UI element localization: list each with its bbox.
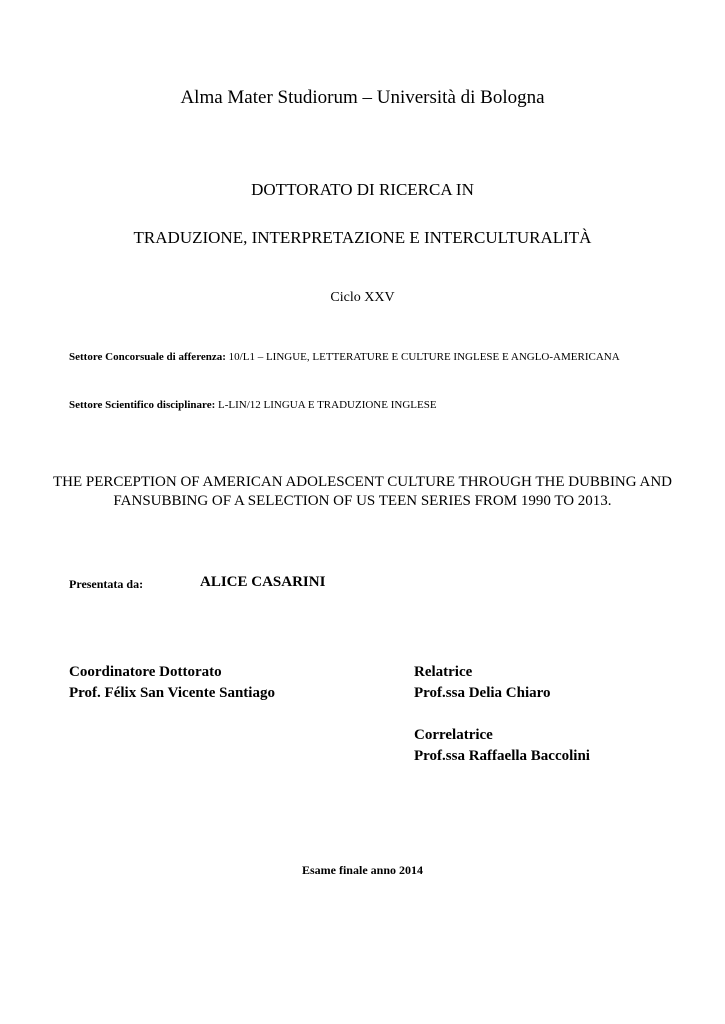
correlatrice-role: Correlatrice	[414, 727, 493, 743]
settore-scientifico	[69, 398, 659, 413]
correlatrice-name: Prof.ssa Raffaella Baccolini	[414, 748, 590, 764]
university-name: Alma Mater Studiorum – Università di Bologna	[180, 87, 545, 108]
presented-by-label: Presentata da:	[69, 577, 144, 591]
exam-year: Esame finale anno 2014	[301, 863, 423, 877]
coordinatore-name: Prof. Félix San Vicente Santiago	[69, 685, 275, 701]
settore-concorsuale-label: Settore Concorsuale di afferenza:	[69, 351, 226, 363]
settore-concorsuale-value: 10/L1 – LINGUE, LETTERATURE E CULTURE INGLESE E ANGLO-AMERICANA	[225, 351, 620, 363]
settore-scientifico-label: Settore Scientifico disciplinare:	[69, 399, 216, 411]
coordinatore-block	[69, 662, 275, 704]
doctorate-heading: DOTTORATO DI RICERCA IN	[251, 180, 474, 199]
settore-concorsuale	[69, 350, 659, 365]
thesis-title: THE PERCEPTION OF AMERICAN ADOLESCENT CULTURE THROUGH THE DUBBING AND FANSUBBING OF A SELECTION OF US TEEN SERIES FROM 1990 TO 2013.	[52, 474, 673, 509]
relatrice-name: Prof.ssa Delia Chiaro	[414, 685, 551, 701]
coordinatore-role: Coordinatore Dottorato	[69, 664, 222, 680]
relatrice-block	[414, 662, 551, 704]
author-name: ALICE CASARINI	[200, 574, 326, 590]
correlatrice-block	[414, 725, 590, 767]
cycle-label: Ciclo XXV	[330, 290, 395, 305]
program-name: TRADUZIONE, INTERPRETAZIONE E INTERCULTURALITÀ	[133, 228, 592, 247]
settore-scientifico-value: L-LIN/12 LINGUA E TRADUZIONE INGLESE	[215, 399, 437, 411]
relatrice-role: Relatrice	[414, 664, 473, 680]
